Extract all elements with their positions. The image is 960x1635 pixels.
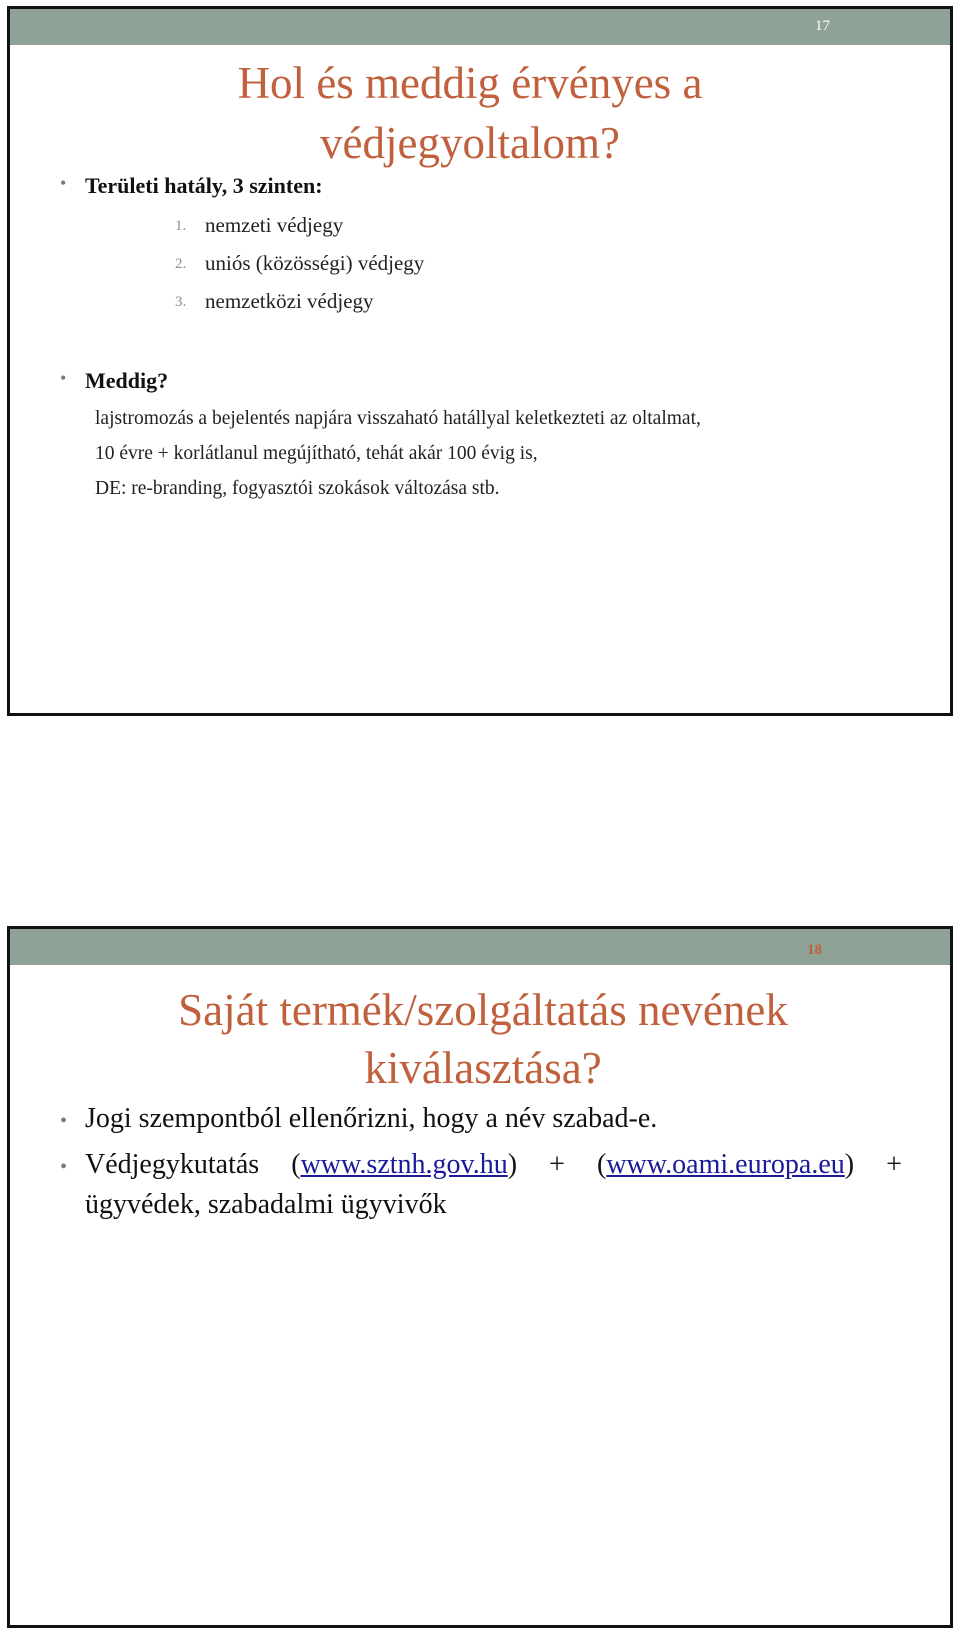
bullet-line-1 xyxy=(85,1145,950,1185)
list-number: 1. xyxy=(175,218,187,234)
paren: ) xyxy=(507,1149,518,1180)
title-line-2: kiválasztása? xyxy=(364,1043,602,1093)
plus-sign: + xyxy=(549,1149,565,1180)
slide-header-bar xyxy=(10,929,950,965)
link-sztnh[interactable]: www.sztnh.gov.hu xyxy=(300,1149,508,1180)
numbered-list xyxy=(85,206,950,320)
bullet-dot-icon: • xyxy=(60,1110,68,1132)
slide-number: 18 xyxy=(807,942,822,958)
slide-title xyxy=(70,981,896,1097)
list-item-text: uniós (közösségi) védjegy xyxy=(205,251,425,275)
link-oami[interactable]: www.oami.europa.eu xyxy=(606,1149,845,1180)
slide-17 xyxy=(7,6,953,716)
list-number: 3. xyxy=(175,294,187,310)
paragraph-line: lajstromozás a bejelentés napjára visszaható hatállyal keletkezteti az oltalmat, xyxy=(95,408,701,429)
list-item xyxy=(85,282,950,320)
title-line-2: védjegyoltalom? xyxy=(320,118,620,168)
list-number: 2. xyxy=(175,256,187,272)
bullet-legal-check xyxy=(10,1099,950,1139)
bullet-heading: Területi hatály, 3 szinten: xyxy=(85,173,323,198)
list-item-text: nemzeti védjegy xyxy=(205,213,344,237)
paren: ( xyxy=(291,1149,301,1180)
bullet-duration xyxy=(10,367,950,395)
list-item xyxy=(85,206,950,244)
bullet-heading: Meddig? xyxy=(85,368,169,393)
slide-18 xyxy=(7,926,953,1628)
paragraph-line: DE: re-branding, fogyasztói szokások változása stb. xyxy=(95,478,500,499)
bullet-dot-icon: • xyxy=(60,368,67,388)
bullet-text: Jogi szempontból ellenőrizni, hogy a név szabad-e. xyxy=(85,1103,658,1134)
link-group-1 xyxy=(291,1145,517,1185)
slide-header-bar xyxy=(10,9,950,45)
bullet-text: Védjegykutatás xyxy=(85,1149,260,1180)
link-group-2 xyxy=(597,1145,854,1185)
slide-number: 17 xyxy=(815,18,830,34)
bullet-territorial xyxy=(10,172,950,320)
list-item-text: nemzetközi védjegy xyxy=(205,289,374,313)
bullet-trademark-search xyxy=(10,1145,950,1225)
paragraph xyxy=(10,401,950,506)
list-item xyxy=(85,244,950,282)
paragraph-line: 10 évre + korlátlanul megújítható, tehát akár 100 évig is, xyxy=(95,443,538,464)
slide-title xyxy=(170,53,770,173)
bullet-list xyxy=(10,1099,950,1225)
title-line-1: Saját termék/szolgáltatás nevének xyxy=(178,985,788,1035)
paren: ( xyxy=(597,1149,607,1180)
bullet-list xyxy=(10,367,950,506)
title-line-1: Hol és meddig érvényes a xyxy=(237,58,703,108)
plus-sign: + xyxy=(886,1149,902,1180)
bullet-line-2: ügyvédek, szabadalmi ügyvivők xyxy=(85,1189,447,1220)
bullet-list xyxy=(10,172,950,320)
bullet-dot-icon: • xyxy=(60,173,67,193)
bullet-dot-icon: • xyxy=(60,1156,68,1178)
paren: ) xyxy=(844,1149,855,1180)
